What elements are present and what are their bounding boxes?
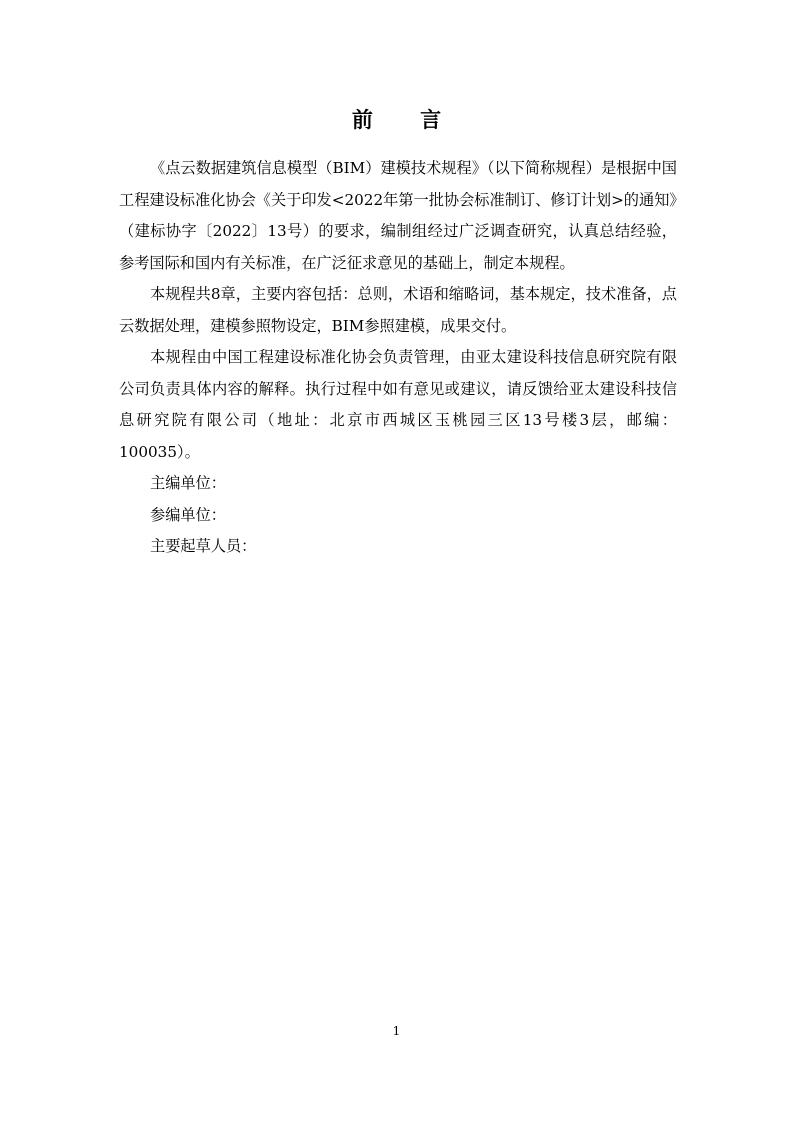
paragraph-management: 本规程由中国工程建设标准化协会负责管理，由亚太建设科技信息研究院有限公司负责具体内容的解释。执行过程中如有意见或建议，请反馈给亚太建设科技信息研究院有限公司（地址：北京市西城区玉桃园三区13号楼3层，邮编：100035）。 bbox=[119, 348, 677, 461]
main-drafters-label: 主要起草人员： bbox=[150, 537, 257, 555]
preface-body bbox=[119, 153, 677, 563]
chief-editor-unit-label: 主编单位： bbox=[150, 474, 226, 492]
paragraph-intro: 《点云数据建筑信息模型（BIM）建模技术规程》（以下简称规程）是根据中国工程建设标准化协会《关于印发<2022年第一批协会标准制订、修订计划>的通知》（建标协字〔2022〕13号）的要求，编制组经过广泛调查研究，认真总结经验，参考国际和国内有关标准，在广泛征求意见的基础上，制定本规程。 bbox=[119, 159, 677, 272]
page-title: 前 言 bbox=[351, 108, 462, 132]
page-number: 1 bbox=[392, 1024, 401, 1038]
participating-unit-label: 参编单位： bbox=[150, 505, 226, 524]
paragraph-contents: 本规程共8章，主要内容包括：总则，术语和缩略词，基本规定，技术准备，点云数据处理，建模参照物设定，BIM参照建模，成果交付。 bbox=[119, 285, 677, 335]
